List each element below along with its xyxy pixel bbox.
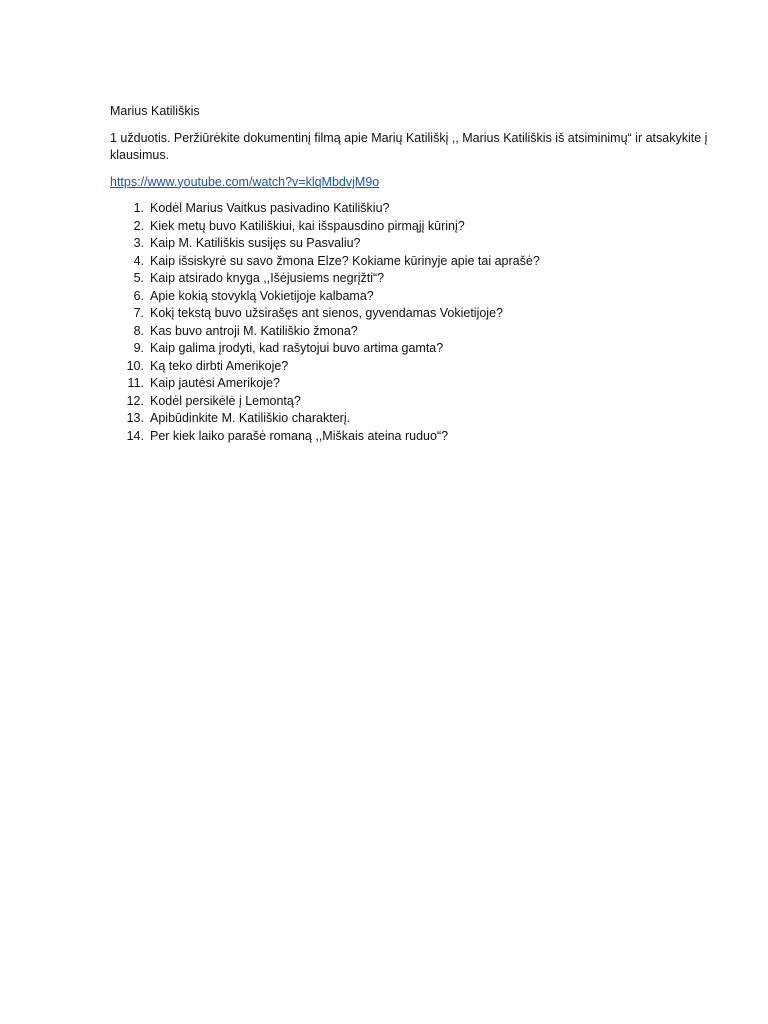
question-text: Kodėl persikėlė į Lemontą?: [150, 393, 301, 408]
question-number: 11.: [127, 376, 144, 390]
question-number: 12.: [126, 393, 144, 408]
question-item: [110, 288, 738, 306]
question-text: Apie kokią stovyklą Vokietijoje kalbama?: [150, 288, 374, 303]
question-item: [110, 393, 738, 411]
document-title: Marius Katiliškis: [110, 104, 200, 118]
question-item: [110, 428, 738, 446]
question-text: Ką teko dirbti Amerikoje?: [150, 358, 289, 373]
question-text: Kodėl Marius Vaitkus pasivadino Katiliškiu?: [150, 201, 390, 215]
question-item: [110, 410, 738, 428]
question-number: 13.: [126, 411, 144, 425]
question-item: [110, 305, 738, 323]
question-number: 9.: [133, 341, 144, 355]
question-number: 2.: [133, 218, 144, 233]
question-text: Kas buvo antroji M. Katiliškio žmona?: [150, 323, 358, 338]
question-text: Kiek metų buvo Katiliškiui, kai išspausdino pirmąjį kūrinį?: [150, 218, 465, 233]
question-text: Kaip išsiskyrė su savo žmona Elze? Kokiame kūrinyje apie tai aprašė?: [150, 253, 540, 268]
question-number: 8.: [133, 323, 144, 338]
question-text: Apibūdinkite M. Katiliškio charakterį.: [150, 411, 351, 425]
task-instruction: 1 užduotis. Peržiūrėkite dokumentinį filmą apie Marių Katiliškį ,, Marius Katiliškis iš atsiminimų“ ir atsakykite į klausimus.: [110, 130, 708, 162]
question-item: [110, 358, 738, 376]
question-text: Kokį tekstą buvo užsirašęs ant sienos, gyvendamas Vokietijoje?: [150, 306, 503, 320]
question-number: 4.: [133, 253, 144, 268]
question-item: [110, 340, 738, 358]
question-text: Kaip galima įrodyti, kad rašytojui buvo artima gamta?: [150, 341, 444, 355]
question-item: [110, 253, 738, 271]
question-item: [110, 235, 738, 253]
document-content: [110, 103, 738, 445]
question-text: Kaip jautėsi Amerikoje?: [150, 376, 280, 390]
question-number: 6.: [133, 288, 144, 303]
question-number: 10.: [126, 358, 144, 373]
question-number: 7.: [133, 306, 144, 320]
question-item: [110, 270, 738, 288]
question-number: 5.: [133, 271, 144, 285]
question-number: 14.: [126, 428, 144, 443]
question-item: [110, 218, 738, 236]
question-list: [110, 200, 738, 445]
question-item: [110, 323, 738, 341]
question-text: Kaip atsirado knyga ,,Išėjusiems negrįžti“?: [150, 271, 385, 285]
question-text: Per kiek laiko parašė romaną ,,Miškais ateina ruduo“?: [150, 428, 449, 443]
question-item: [110, 200, 738, 218]
question-number: 1.: [133, 201, 144, 215]
question-item: [110, 375, 738, 393]
youtube-link[interactable]: https://www.youtube.com/watch?v=klqMbdvjM9o: [110, 174, 380, 189]
question-number: 3.: [133, 236, 144, 250]
question-text: Kaip M. Katiliškis susijęs su Pasvaliu?: [150, 236, 361, 250]
